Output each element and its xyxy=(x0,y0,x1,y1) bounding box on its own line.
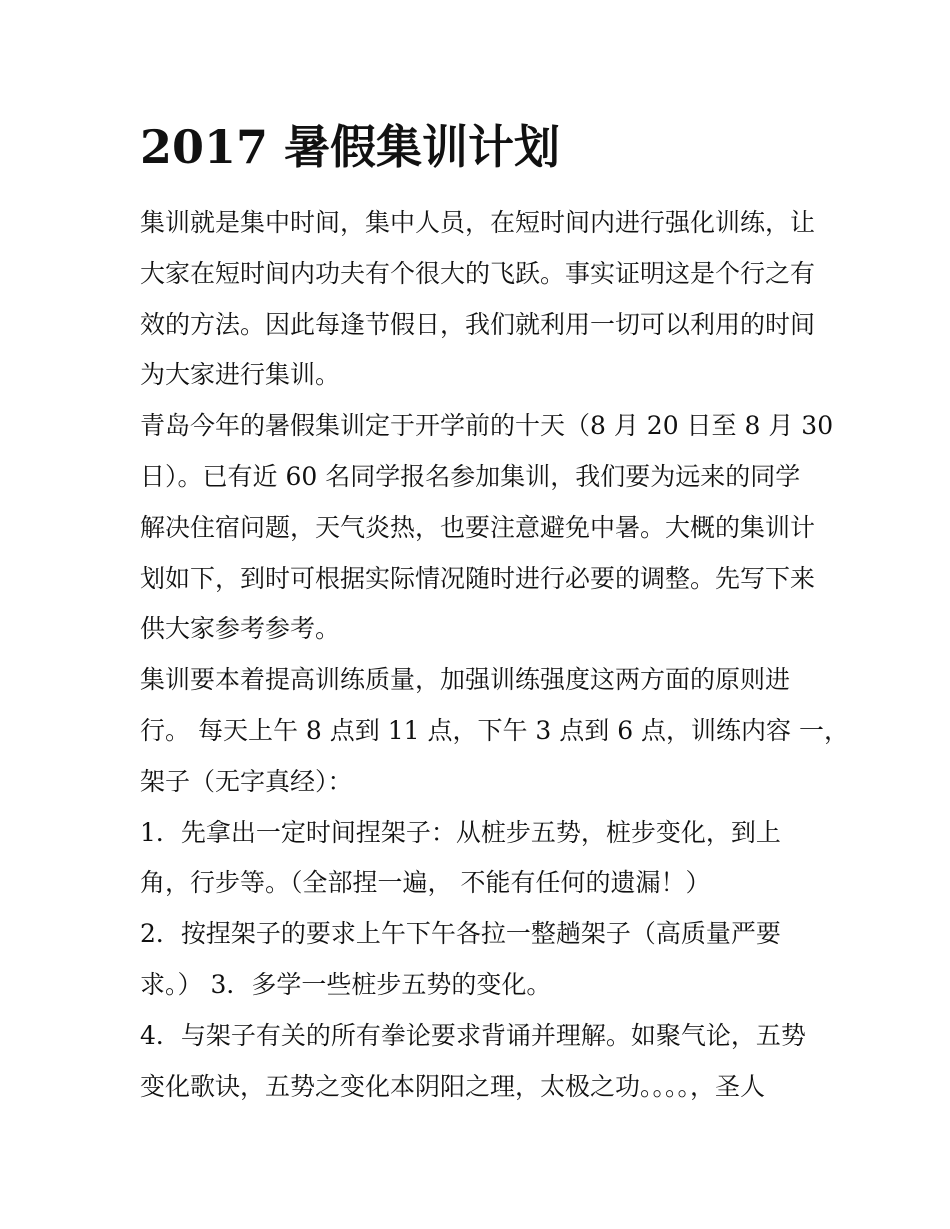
list-item-line: 4．与架子有关的所有拳论要求背诵并理解。如聚气论，五势 xyxy=(140,1020,806,1050)
document-body xyxy=(140,198,849,1112)
list-item-line: 求。） 3．多学一些桩步五势的变化。 xyxy=(140,969,552,999)
body-line: 青岛今年的暑假集训定于开学前的十天（8 月 20 日至 8 月 30 xyxy=(140,411,834,441)
body-line: 日）。已有近 60 名同学报名参加集训，我们要为远来的同学 xyxy=(140,461,801,491)
document-title: 2017 暑假集训计划 xyxy=(140,120,561,174)
list-item-line: 角，行步等。（全部捏一遍， 不能有任何的遗漏！） xyxy=(140,868,711,898)
body-line: 效的方法。因此每逢节假日，我们就利用一切可以利用的时间 xyxy=(140,309,816,339)
list-item-line: 1．先拿出一定时间捏架子：从桩步五势，桩步变化，到上 xyxy=(140,817,781,847)
list-item-line: 2．按捏架子的要求上午下午各拉一整趟架子（高质量严要 xyxy=(140,919,781,949)
body-line: 大家在短时间内功夫有个很大的飞跃。事实证明这是个行之有 xyxy=(140,258,816,288)
body-line: 行。 每天上午 8 点到 11 点，下午 3 点到 6 点，训练内容 一， xyxy=(140,715,849,745)
body-line: 划如下，到时可根据实际情况随时进行必要的调整。先写下来 xyxy=(140,563,816,593)
list-item-line: 变化歌诀，五势之变化本阴阳之理，太极之功。。。。，圣人 xyxy=(140,1071,766,1101)
body-line: 供大家参考参考。 xyxy=(140,614,341,644)
body-line: 为大家进行集训。 xyxy=(140,360,341,390)
body-line: 架子（无字真经）： xyxy=(140,766,353,796)
body-line: 集训要本着提高训练质量，加强训练强度这两方面的原则进 xyxy=(140,665,791,695)
body-line: 集训就是集中时间，集中人员，在短时间内进行强化训练，让 xyxy=(140,208,816,237)
body-line: 解决住宿问题，天气炎热，也要注意避免中暑。大概的集训计 xyxy=(140,512,816,542)
